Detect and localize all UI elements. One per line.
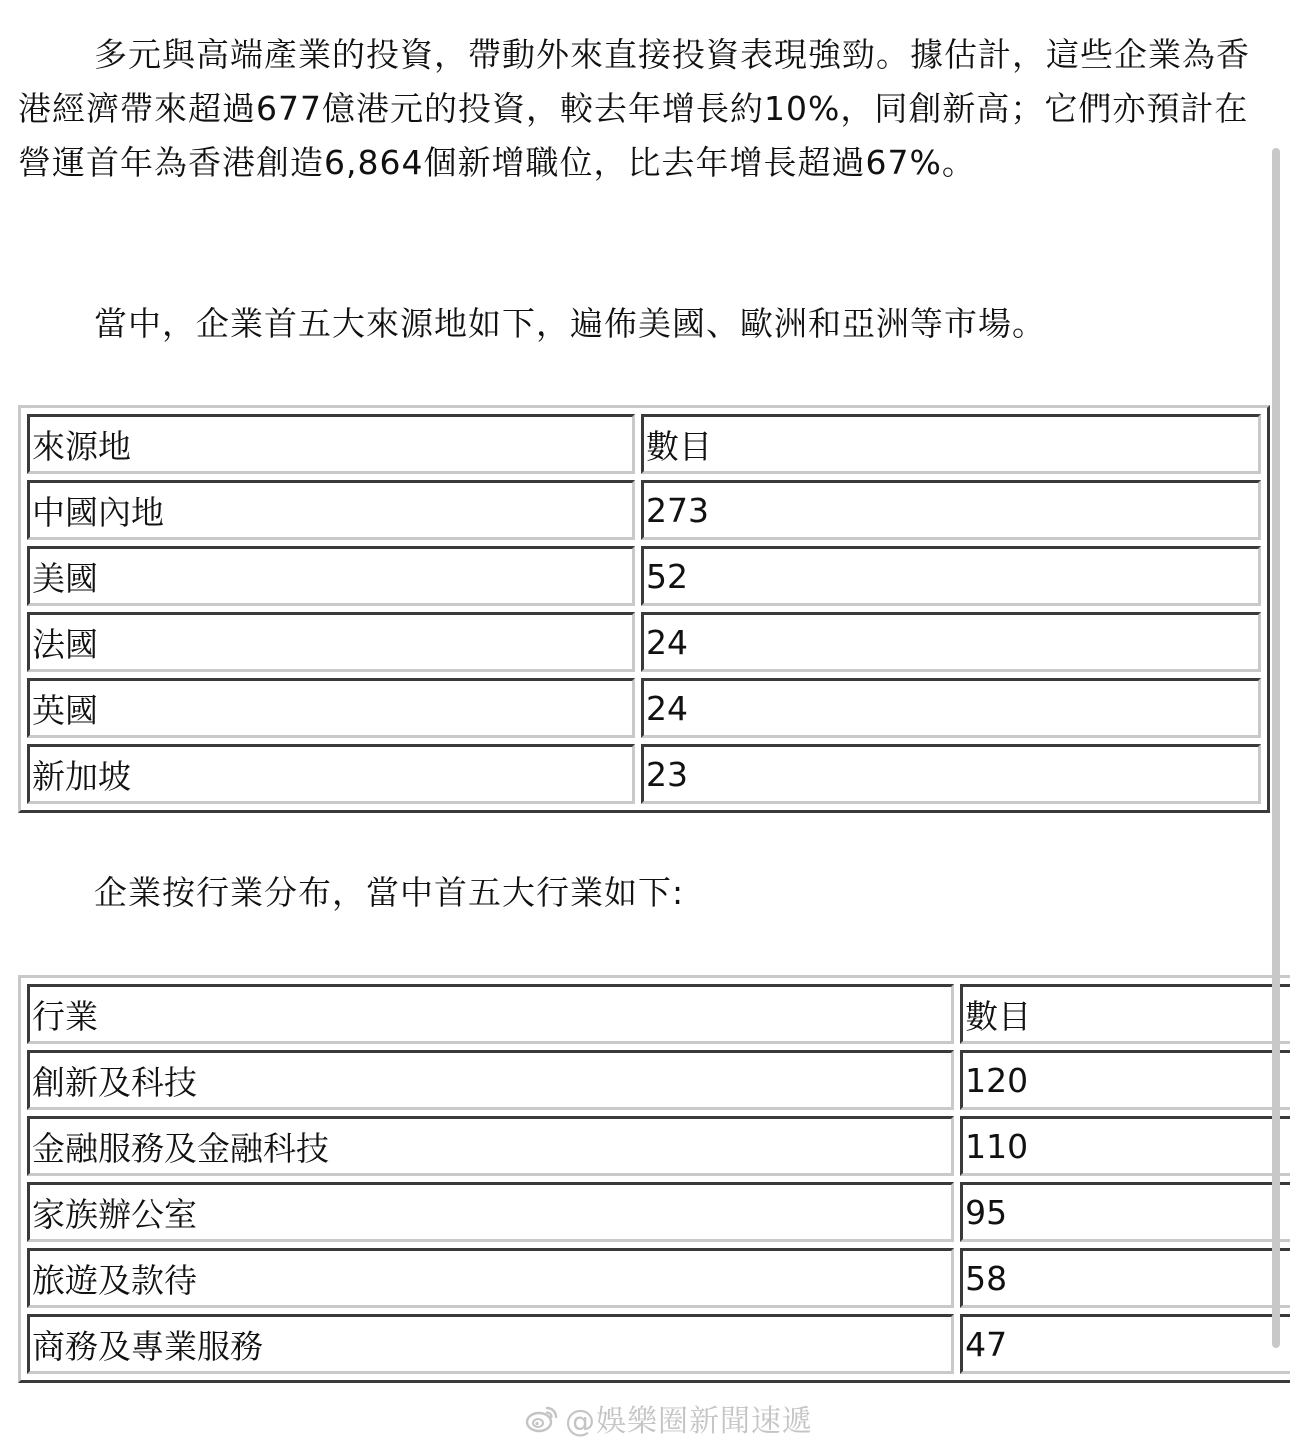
origin-table [18,405,1270,813]
table-cell: 英國 [27,678,635,738]
table-header-cell: 數目 [960,984,1290,1044]
table-cell: 家族辦公室 [27,1182,954,1242]
table-row [27,1116,1290,1176]
table-cell: 110 [960,1116,1290,1176]
industry-intro-paragraph: 企業按行業分布，當中首五大行業如下: [94,873,685,912]
intro-paragraph: 多元與高端產業的投資，帶動外來直接投資表現強勁。據估計，這些企業為香港經濟帶來超過677億港元的投資，較去年增長約10%，同創新高；它們亦預計在營運首年為香港創造6,864個新增職位，比去年增長超過67%。 [18,35,1250,182]
table-cell: 120 [960,1050,1290,1110]
table-cell: 23 [641,744,1261,804]
table-header-cell: 數目 [641,414,1261,474]
table-row [27,1182,1290,1242]
table-header-cell: 行業 [27,984,954,1044]
table-header-row [27,414,1261,474]
table-row [27,1050,1290,1110]
table-cell: 法國 [27,612,635,672]
table-cell: 商務及專業服務 [27,1314,954,1374]
table-cell: 273 [641,480,1261,540]
table-cell: 金融服務及金融科技 [27,1116,954,1176]
table-cell: 24 [641,612,1261,672]
table-row [27,612,1261,672]
table-cell: 24 [641,678,1261,738]
table-row [27,744,1261,804]
table-row [27,678,1261,738]
table-cell: 美國 [27,546,635,606]
table-cell: 52 [641,546,1261,606]
table-row [27,1314,1290,1374]
table-header-row [27,984,1290,1044]
table-cell: 47 [960,1314,1290,1374]
table-row [27,1248,1290,1308]
table-cell: 58 [960,1248,1290,1308]
origin-intro-paragraph: 當中，企業首五大來源地如下，遍佈美國、歐洲和亞洲等市場。 [94,304,1046,343]
table-cell: 創新及科技 [27,1050,954,1110]
industry-table [18,975,1290,1383]
table-cell: 中國內地 [27,480,635,540]
table-cell: 95 [960,1182,1290,1242]
table-header-cell: 來源地 [27,414,635,474]
table-cell: 旅遊及款待 [27,1248,954,1308]
vertical-scrollbar[interactable] [1272,148,1280,1348]
table-cell: 新加坡 [27,744,635,804]
table-row [27,546,1261,606]
watermark-text: @娛樂圈新聞速遞 [565,1404,813,1439]
watermark [525,1398,813,1438]
table-row [27,480,1261,540]
weibo-icon [525,1403,559,1433]
